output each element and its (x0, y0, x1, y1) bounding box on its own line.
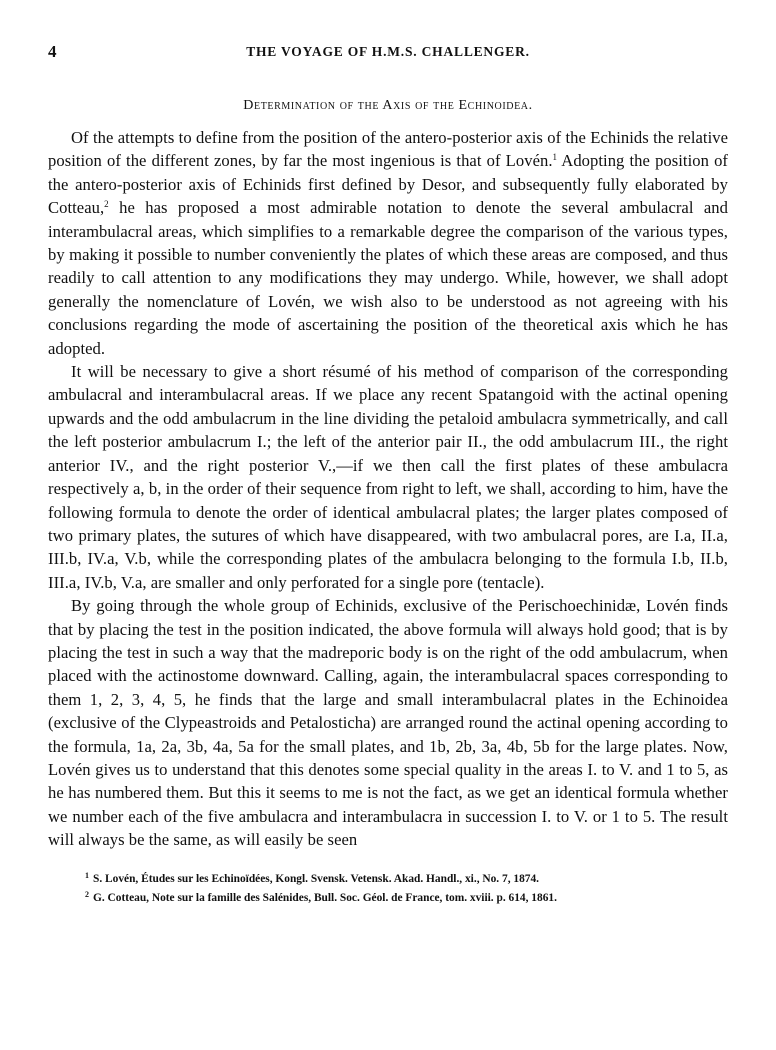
footnote-1 (85, 868, 728, 887)
footnote-2-mark: 2 (85, 889, 89, 899)
footnote-ref-1: 1 (552, 152, 558, 163)
paragraph-2: It will be necessary to give a short résumé of his method of comparison of the corresponding ambulacral and interambulacral areas. If we place any recent Spatangoid with the actinal opening upwards and the odd ambulacrum in the line dividing the petaloid ambulacra symmetrically, and call the left posterior ambulacrum I.; the left of the anterior pair II., the odd ambulacrum III., the right anterior IV., and the right posterior V.,—if we then call the first plates of these ambulacra respectively a, b, in the order of their sequence from right to left, we shall, according to him, have the following formula to denote the order of identical ambulacral plates; the larger plates composed of two primary plates, the sutures of which have disappeared, with two ambulacral pores, are I.a, II.a, III.b, IV.a, V.b, while the corresponding plates of the ambulacra belonging to the formula I.b, II.b, III.a, IV.b, V.a, are smaller and only perforated for a single pore (tentacle). (48, 362, 728, 592)
running-head (48, 40, 728, 64)
footnote-1-text: S. Lovén, Études sur les Echinoïdées, Kongl. Svensk. Vetensk. Akad. Handl., xi., No. 7, 1874. (93, 872, 540, 885)
paragraph-1 (48, 126, 728, 360)
page (48, 40, 728, 906)
footnote-1-mark: 1 (85, 870, 89, 880)
section-heading: Determination of the Axis of the Echinoidea. (243, 98, 533, 113)
paragraph-1-text-c: he has proposed a most admirable notation to denote the several ambulacral and interambulacral areas, which simplifies to a remarkable degree the comparison of the various types, by making it possible to number conveniently the plates of which these areas are composed, and thus readily to call attention to any modifications they may undergo. While, however, we shall adopt generally the nomenclature of Lovén, we wish also to be understood as not agreeing with his conclusions regarding the mode of ascertaining the position of the theoretical axis which he has adopted. (48, 198, 728, 358)
paragraph-1-text-a: Of the attempts to define from the position of the antero-posterior axis of the Echinids the relative position of the different zones, by far the most ingenious is that of Lovén. (48, 128, 728, 171)
page-number: 4 (48, 42, 58, 61)
running-title: THE VOYAGE OF H.M.S. CHALLENGER. (246, 44, 530, 59)
footnotes (48, 868, 728, 906)
footnote-ref-2: 2 (104, 199, 109, 210)
footnote-2-text: G. Cotteau, Note sur la famille des Salénides, Bull. Soc. Géol. de France, tom. xviii. p. 614, 1861. (93, 891, 557, 904)
paragraph-1-text-b: Adopting the position of the antero-posterior axis of Echinids first defined by Desor, and subsequently fully elaborated by Cotteau, (48, 151, 728, 218)
paragraph-3: By going through the whole group of Echinids, exclusive of the Perischoechinidæ, Lovén finds that by placing the test in the position indicated, the above formula will always hold good; that is by placing the test in such a way that the madreporic body is on the right of the odd ambulacrum, when placed with the actinostome downward. Calling, again, the interambulacral spaces corresponding to them 1, 2, 3, 4, 5, he finds that the large and small interambulacral plates in the Echinoidea (exclusive of the Clypeastroids and Petalosticha) are arranged round the actinal opening according to the formula, 1a, 2a, 3b, 4a, 5a for the small plates, and 1b, 2b, 3a, 4b, 5b for the large plates. Now, Lovén gives us to understand that this denotes some special quality in the areas I. to V. and 1 to 5, as he has numbered them. But this it seems to me is not the fact, as we get an identical formula whether we number each of the five ambulacra and interambulacra in succession I. to V. or 1 to 5. The result will always be the same, as will easily be seen (48, 596, 728, 850)
footnote-2 (85, 887, 728, 906)
body-text (48, 126, 728, 852)
